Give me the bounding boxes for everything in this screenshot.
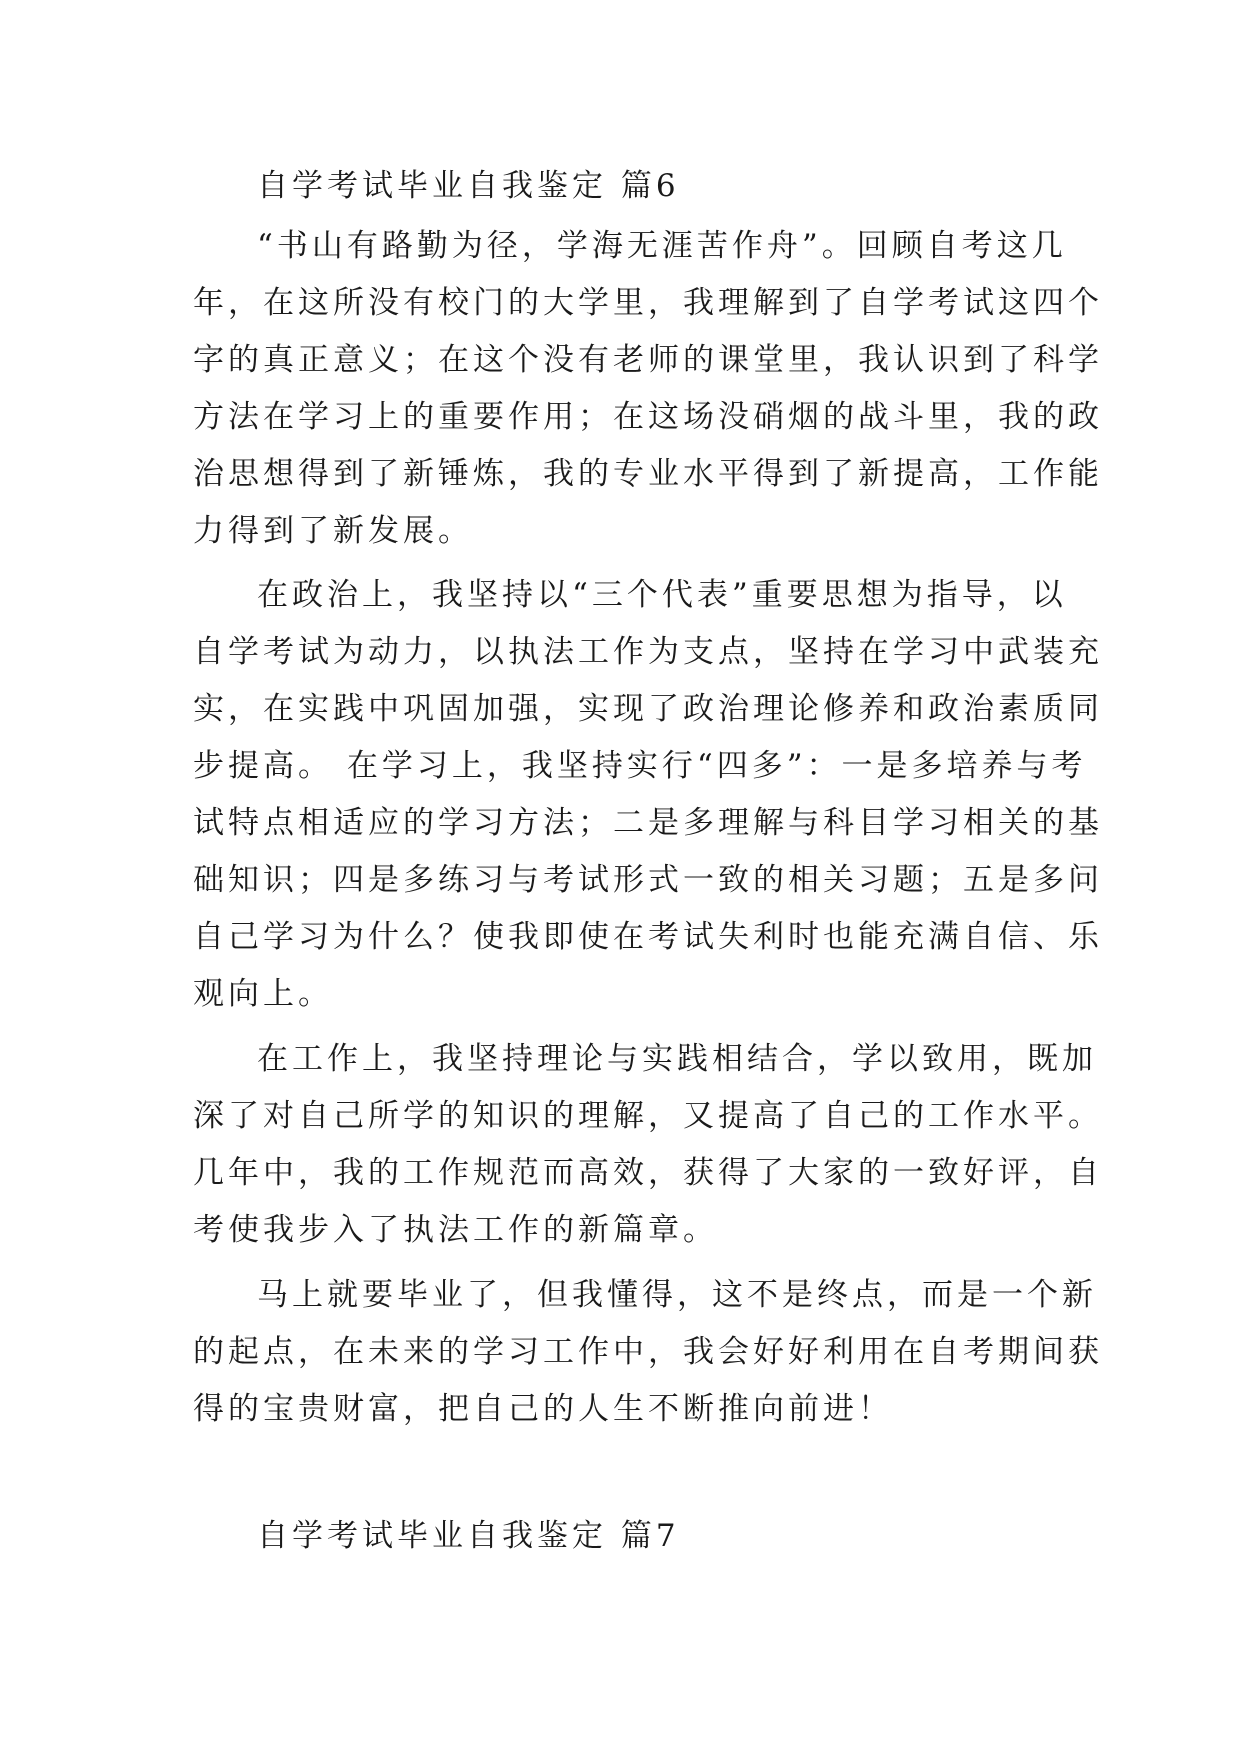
paragraph-1-line-4: 方法在学习上的重要作用；在这场没硝烟的战斗里，我的政 [193,399,1103,435]
paragraph-1-line-6: 力得到了新发展。 [193,513,473,549]
paragraph-4-line-2: 的起点，在未来的学习工作中，我会好好利用在自考期间获 [193,1334,1103,1370]
paragraph-3-line-4: 考使我步入了执法工作的新篇章。 [193,1212,718,1248]
paragraph-1-line-2: 年，在这所没有校门的大学里，我理解到了自学考试这四个 [193,285,1103,321]
paragraph-2-line-3: 实，在实践中巩固加强，实现了政治理论修养和政治素质同 [193,691,1103,727]
paragraph-2-line-2: 自学考试为动力，以执法工作为支点，坚持在学习中武装充 [193,634,1103,670]
paragraph-3-line-2: 深了对自己所学的知识的理解，又提高了自己的工作水平。 [193,1098,1103,1134]
paragraph-2-line-7: 自己学习为什么？使我即使在考试失利时也能充满自信、乐 [193,919,1103,955]
paragraph-1-line-5: 治思想得到了新锤炼，我的专业水平得到了新提高，工作能 [193,456,1103,492]
paragraph-1-line-3: 字的真正意义；在这个没有老师的课堂里，我认识到了科学 [193,342,1103,378]
paragraph-4-line-3: 得的宝贵财富，把自己的人生不断推向前进！ [193,1391,893,1427]
paragraph-2-line-6: 础知识；四是多练习与考试形式一致的相关习题；五是多问 [193,862,1103,898]
paragraph-4-line-1: 马上就要毕业了，但我懂得，这不是终点，而是一个新 [257,1277,1097,1313]
paragraph-2-line-5: 试特点相适应的学习方法；二是多理解与科目学习相关的基 [193,805,1103,841]
section-6-heading: 自学考试毕业自我鉴定 篇6 [257,168,680,204]
paragraph-2-line-8: 观向上。 [193,976,333,1012]
paragraph-3-line-3: 几年中，我的工作规范而高效，获得了大家的一致好评，自 [193,1155,1103,1191]
paragraph-1-line-1: “书山有路勤为径，学海无涯苦作舟”。回顾自考这几 [257,228,1067,264]
paragraph-2-line-4: 步提高。 在学习上，我坚持实行“四多”：一是多培养与考 [193,748,1087,784]
paragraph-2-line-1: 在政治上，我坚持以“三个代表”重要思想为指导，以 [257,577,1067,613]
section-7-heading: 自学考试毕业自我鉴定 篇7 [257,1518,680,1554]
paragraph-3-line-1: 在工作上，我坚持理论与实践相结合，学以致用，既加 [257,1041,1097,1077]
